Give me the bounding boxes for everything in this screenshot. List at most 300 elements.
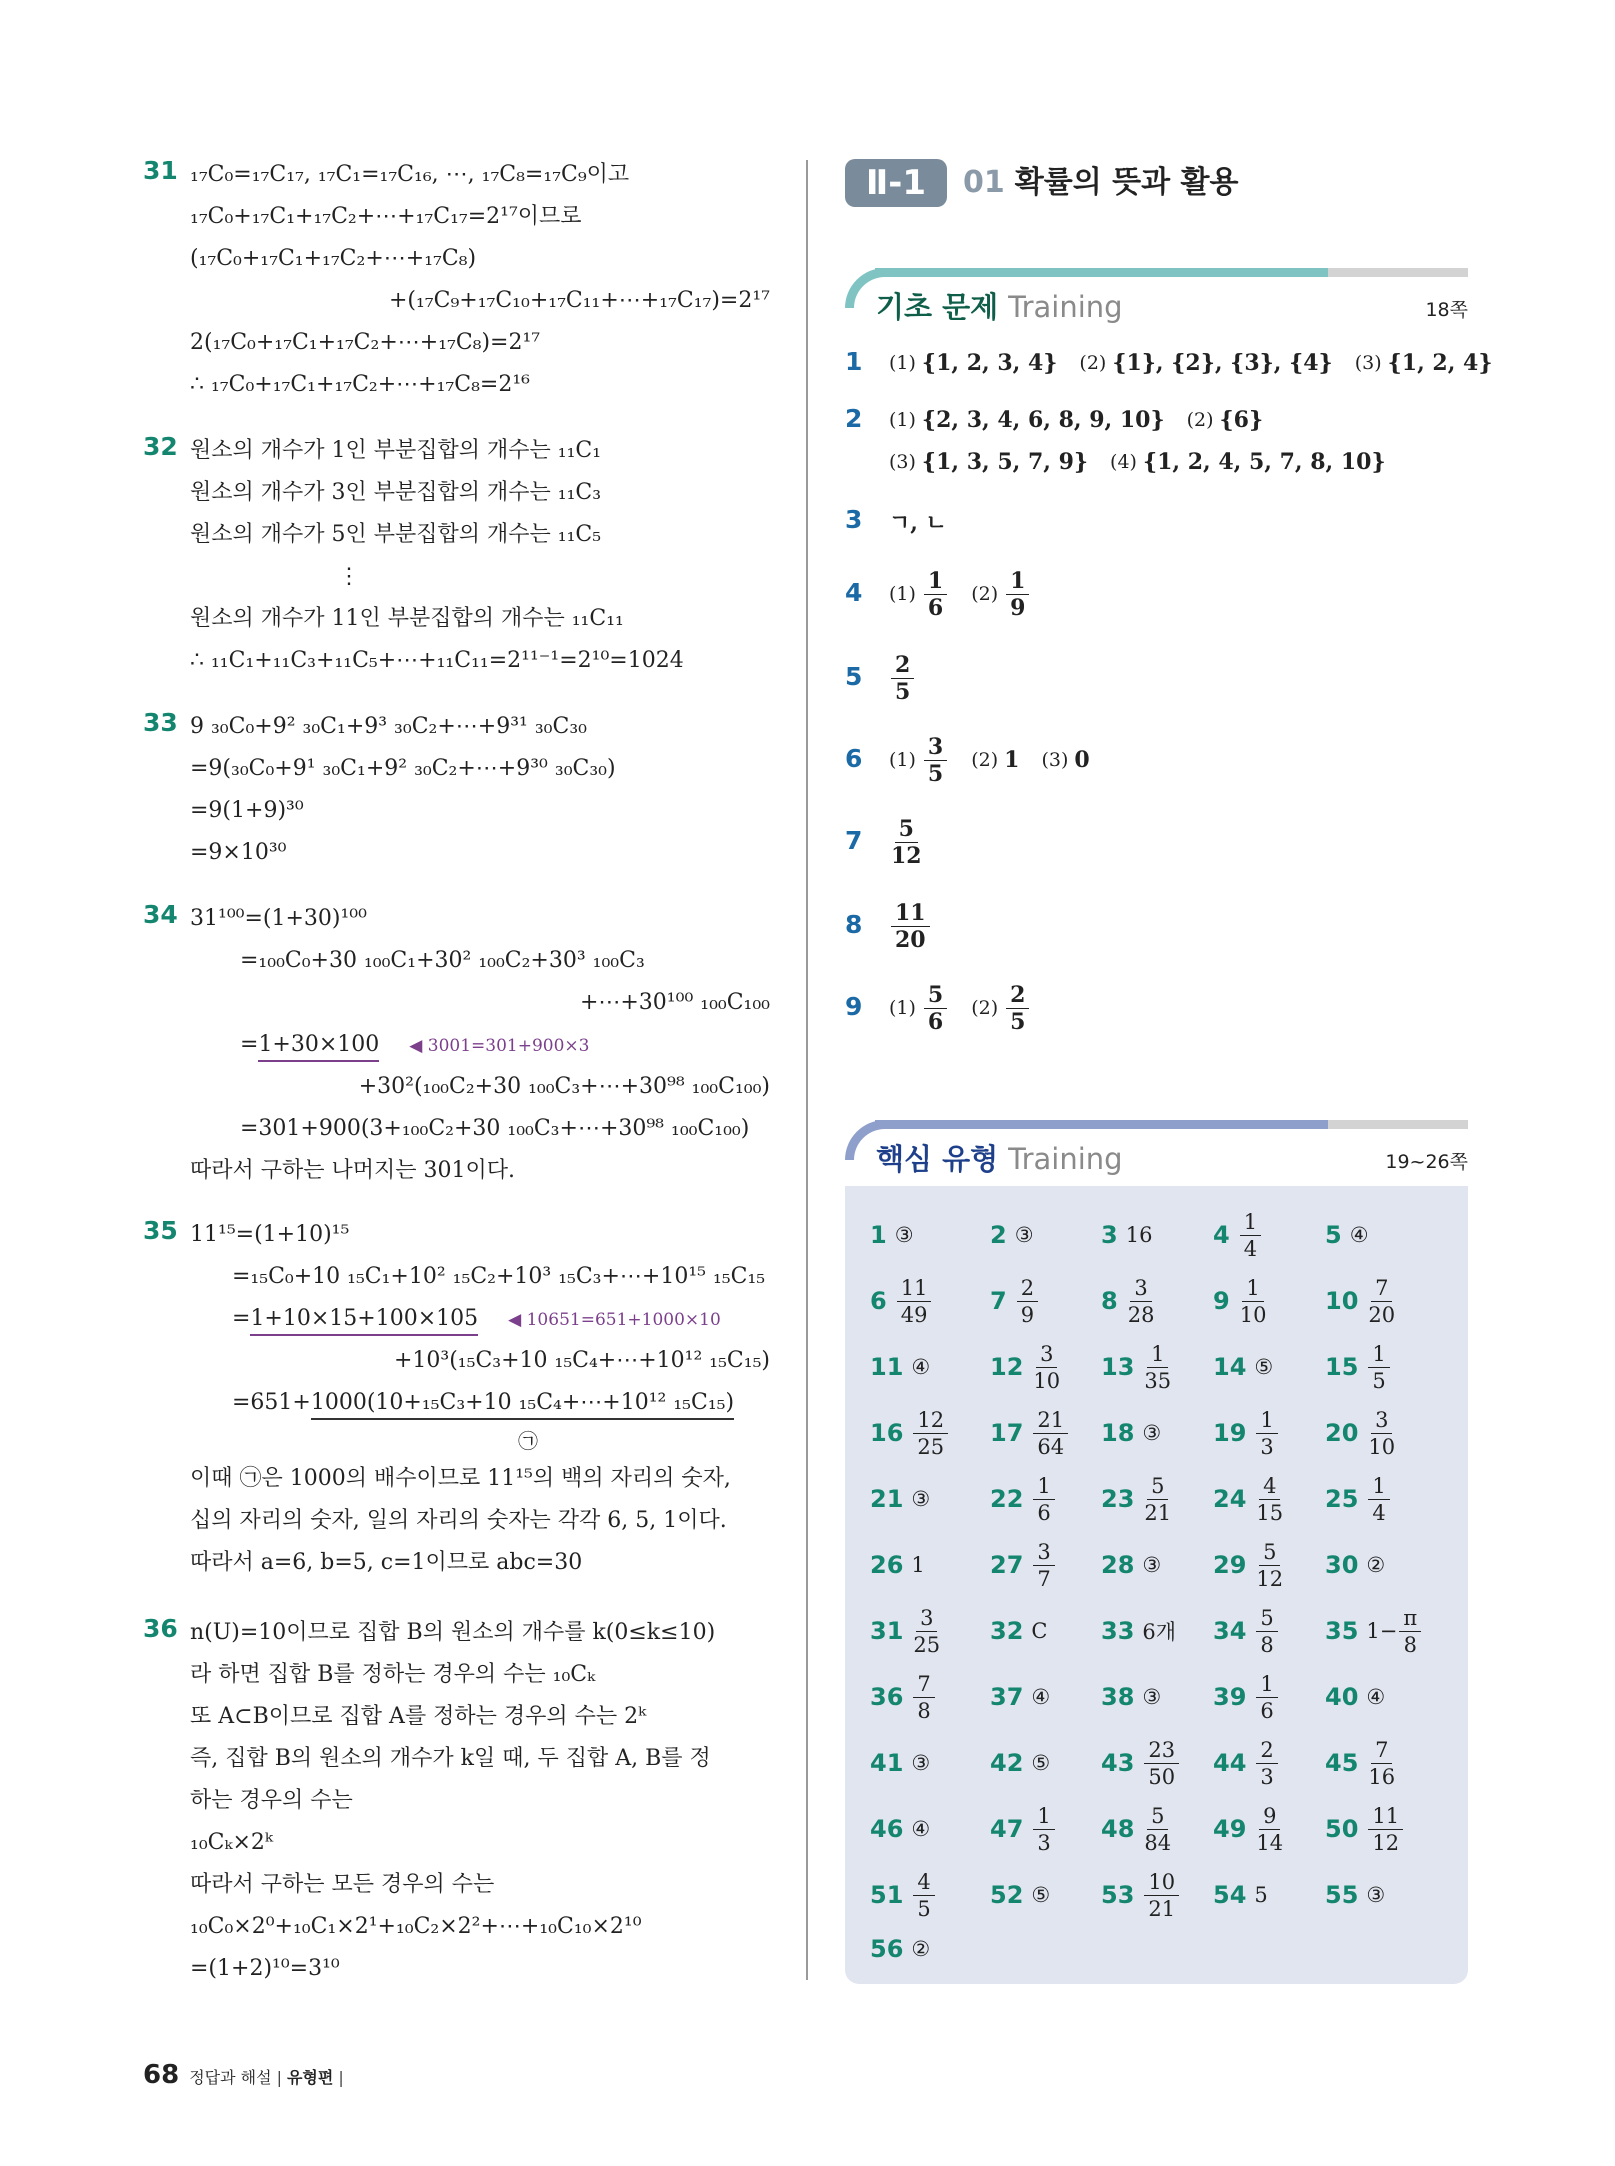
answer-number: 54 bbox=[1213, 1881, 1247, 1909]
denominator: 6 bbox=[1037, 1500, 1051, 1525]
answer-number: 7 bbox=[845, 826, 863, 855]
numerator: 11 bbox=[897, 1275, 932, 1302]
answer-text: ④ bbox=[1366, 1685, 1386, 1709]
answer-line bbox=[889, 981, 1053, 1035]
denominator: 5 bbox=[917, 1896, 931, 1921]
answer-number: 19 bbox=[1213, 1419, 1247, 1447]
answer-text: ④ bbox=[1031, 1685, 1051, 1709]
fraction bbox=[1256, 1539, 1283, 1592]
fraction bbox=[1240, 1209, 1261, 1262]
page-ref: 19~26쪽 bbox=[1385, 1151, 1468, 1173]
answer-text: ② bbox=[1366, 1553, 1386, 1577]
answer-item bbox=[1101, 1205, 1152, 1265]
answer-value bbox=[1031, 1803, 1056, 1856]
answer-item bbox=[1213, 1271, 1268, 1331]
fraction bbox=[1033, 1473, 1054, 1526]
answer-part bbox=[971, 747, 1019, 773]
answer-item bbox=[1213, 1799, 1285, 1859]
answer-number: 29 bbox=[1213, 1551, 1247, 1579]
denominator: 28 bbox=[1127, 1302, 1155, 1327]
numerator: 3 bbox=[924, 734, 947, 761]
separator: | bbox=[338, 2068, 344, 2087]
sub-question-label: (3) bbox=[889, 451, 916, 473]
solution-36 bbox=[190, 1612, 770, 1990]
answer-line bbox=[889, 343, 1514, 383]
fraction bbox=[1128, 1275, 1155, 1328]
answer-value bbox=[1142, 1803, 1173, 1856]
numerator: 11 bbox=[1368, 1803, 1403, 1830]
answer-text: ③ bbox=[1142, 1553, 1162, 1577]
answer-number: 25 bbox=[1325, 1485, 1359, 1513]
answer-number: 6 bbox=[870, 1287, 887, 1315]
answer-number: 56 bbox=[870, 1935, 904, 1963]
answer-number: 9 bbox=[1213, 1287, 1230, 1315]
denominator: 6 bbox=[927, 1008, 944, 1035]
answer-value bbox=[1238, 1209, 1263, 1262]
numerator: 7 bbox=[1371, 1275, 1392, 1302]
answer-number: 35 bbox=[1325, 1617, 1359, 1645]
answer-text: ③ bbox=[1142, 1421, 1162, 1445]
answer-text: ④ bbox=[911, 1817, 931, 1841]
denominator: 10 bbox=[1033, 1368, 1061, 1393]
answer-item bbox=[1101, 1667, 1161, 1727]
answer-line bbox=[889, 651, 938, 705]
solution-line: (₁₇C₀+₁₇C₁+₁₇C₂+⋯+₁₇C₈) bbox=[190, 246, 477, 271]
answer-number: 15 bbox=[1325, 1353, 1359, 1381]
answer-number: 30 bbox=[1325, 1551, 1359, 1579]
answer-number: 36 bbox=[870, 1683, 904, 1711]
solution-line: +⋯+30¹⁰⁰ ₁₀₀C₁₀₀ bbox=[579, 990, 770, 1015]
solution-line: =(1+2)¹⁰=3¹⁰ bbox=[190, 1956, 340, 1981]
numerator: 5 bbox=[1147, 1803, 1168, 1830]
fraction bbox=[1256, 1803, 1283, 1856]
unit-badge: Ⅱ-1 bbox=[845, 159, 947, 207]
answer-value bbox=[1142, 1869, 1181, 1922]
solution-32 bbox=[190, 430, 770, 682]
solution-34 bbox=[190, 898, 770, 1192]
answer-part bbox=[889, 449, 1088, 475]
answer-item bbox=[1325, 1667, 1385, 1727]
answer-number: 48 bbox=[1101, 1815, 1135, 1843]
answer-value bbox=[1366, 1553, 1385, 1577]
answer-number: 49 bbox=[1213, 1815, 1247, 1843]
answer-item bbox=[870, 1799, 930, 1859]
underlined-term: 1+30×100 bbox=[258, 1030, 379, 1062]
answer-value bbox=[911, 1487, 930, 1511]
sub-question-label: (1) bbox=[889, 409, 916, 431]
answer-value: {1, 3, 5, 7, 9} bbox=[921, 449, 1089, 475]
problem-number: 36 bbox=[143, 1614, 178, 1643]
denominator: 5 bbox=[1010, 1008, 1026, 1035]
numerator: 1 bbox=[1147, 1341, 1168, 1368]
core-answer-panel bbox=[845, 1186, 1468, 1984]
solution-line: =9×10³⁰ bbox=[190, 840, 287, 865]
answer-value bbox=[911, 1355, 930, 1379]
answer-value bbox=[1366, 1685, 1385, 1709]
underlined-term: 1+10×15+100×105 bbox=[250, 1304, 478, 1336]
answer-value bbox=[1366, 1473, 1391, 1526]
solution-line: =₁₅C₀+10 ₁₅C₁+10² ₁₅C₂+10³ ₁₅C₃+⋯+10¹⁵ ₁₅C₁₅ bbox=[232, 1264, 766, 1289]
answer-value bbox=[911, 1605, 942, 1658]
fraction bbox=[1256, 1671, 1277, 1724]
answer-number: 44 bbox=[1213, 1749, 1247, 1777]
answer-part bbox=[889, 982, 949, 1035]
answer-value bbox=[895, 1223, 914, 1247]
answer-value bbox=[1031, 1473, 1056, 1526]
answer-value bbox=[1015, 1223, 1034, 1247]
answer-value: {2, 3, 4, 6, 8, 9, 10} bbox=[921, 407, 1165, 433]
answer-value bbox=[911, 1751, 930, 1775]
answer-value bbox=[1031, 1407, 1070, 1460]
answer-value: {6} bbox=[1219, 407, 1264, 433]
answer-value bbox=[1254, 1803, 1285, 1856]
sub-question-label: (3) bbox=[1041, 749, 1069, 771]
answer-item bbox=[1325, 1205, 1369, 1265]
denominator: 4 bbox=[1243, 1236, 1258, 1261]
solution-line: 원소의 개수가 11인 부분집합의 개수는 ₁₁C₁₁ bbox=[190, 606, 624, 631]
column-divider bbox=[806, 160, 808, 1980]
section-title-en: Training bbox=[1008, 1142, 1123, 1176]
answer-item bbox=[1213, 1733, 1280, 1793]
answer-number: 42 bbox=[990, 1749, 1024, 1777]
fraction bbox=[924, 568, 947, 621]
solution-line: 2(₁₇C₀+₁₇C₁+₁₇C₂+⋯+₁₇C₈)=2¹⁷ bbox=[190, 330, 541, 355]
answer-value bbox=[1366, 1605, 1423, 1658]
answer-number: 40 bbox=[1325, 1683, 1359, 1711]
fraction bbox=[1256, 1473, 1283, 1526]
answer-item bbox=[990, 1337, 1062, 1397]
answer-value bbox=[1350, 1223, 1369, 1247]
answer-item bbox=[990, 1799, 1057, 1859]
answer-value bbox=[911, 1671, 936, 1724]
answer-item bbox=[1325, 1469, 1392, 1529]
fraction bbox=[1240, 1275, 1267, 1328]
solution-line: 라 하면 집합 B를 정하는 경우의 수는 ₁₀Cₖ bbox=[190, 1662, 596, 1687]
fraction bbox=[1006, 568, 1029, 621]
solution-line: 따라서 구하는 나머지는 301이다. bbox=[190, 1158, 515, 1183]
page-footer bbox=[143, 2060, 349, 2090]
answer-text: 6개 bbox=[1142, 1620, 1177, 1644]
denominator: 50 bbox=[1148, 1764, 1176, 1789]
answer-number: 37 bbox=[990, 1683, 1024, 1711]
fraction bbox=[1144, 1737, 1179, 1790]
answer-value bbox=[1254, 1605, 1279, 1658]
numerator: 1 bbox=[1242, 1275, 1263, 1302]
solution-line: ₁₀C₀×2⁰+₁₀C₁×2¹+₁₀C₂×2²+⋯+₁₀C₁₀×2¹⁰ bbox=[190, 1914, 642, 1939]
sub-question-label: (1) bbox=[889, 583, 916, 605]
answer-value bbox=[1142, 1553, 1161, 1577]
answer-item bbox=[870, 1865, 937, 1925]
answer-number: 34 bbox=[1213, 1617, 1247, 1645]
answer-item bbox=[1325, 1271, 1397, 1331]
fraction bbox=[913, 1671, 934, 1724]
numerator: 21 bbox=[1033, 1407, 1068, 1434]
answer-value bbox=[1031, 1751, 1050, 1775]
answer-number: 43 bbox=[1101, 1749, 1135, 1777]
section-title-ko: 기초 문제 bbox=[876, 290, 999, 324]
fraction bbox=[1368, 1473, 1389, 1526]
answer-value: 1 bbox=[1004, 747, 1020, 773]
answer-item bbox=[870, 1271, 933, 1331]
numerator: 1 bbox=[1256, 1671, 1277, 1698]
answer-value bbox=[1031, 1341, 1062, 1394]
denominator: 21 bbox=[1144, 1500, 1172, 1525]
answer-number: 24 bbox=[1213, 1485, 1247, 1513]
solution-line: ₁₇C₀+₁₇C₁+₁₇C₂+⋯+₁₇C₁₇=2¹⁷이므로 bbox=[190, 204, 582, 229]
denominator: 20 bbox=[895, 926, 926, 953]
numerator: 5 bbox=[1259, 1539, 1280, 1566]
answer-value bbox=[1142, 1685, 1161, 1709]
fraction bbox=[891, 900, 930, 953]
answer-number: 3 bbox=[845, 505, 863, 534]
solution-line: n(U)=10이므로 집합 B의 원소의 개수를 k(0≤k≤10) bbox=[190, 1620, 716, 1645]
numerator: 7 bbox=[1371, 1737, 1392, 1764]
denominator: 12 bbox=[891, 842, 922, 869]
answer-line bbox=[889, 442, 1408, 482]
answer-item bbox=[870, 1403, 950, 1463]
vertical-ellipsis: ⋮ bbox=[338, 564, 360, 589]
answer-item bbox=[1101, 1865, 1181, 1925]
answer-number: 1 bbox=[845, 347, 863, 376]
fraction bbox=[1368, 1803, 1403, 1856]
answer-value bbox=[1254, 1473, 1285, 1526]
answer-number: 28 bbox=[1101, 1551, 1135, 1579]
answer-item bbox=[870, 1205, 914, 1265]
numerator: 2 bbox=[1256, 1737, 1277, 1764]
denominator: 10 bbox=[1239, 1302, 1267, 1327]
answer-number: 5 bbox=[845, 662, 863, 691]
fraction bbox=[1256, 1605, 1277, 1658]
solution-line: +10³(₁₅C₃+10 ₁₅C₄+⋯+10¹² ₁₅C₁₅) bbox=[393, 1348, 770, 1373]
fraction bbox=[924, 734, 947, 787]
answer-number: 16 bbox=[870, 1419, 904, 1447]
numerator: 5 bbox=[895, 816, 918, 843]
answer-number: 51 bbox=[870, 1881, 904, 1909]
numerator: 1 bbox=[1368, 1341, 1389, 1368]
fraction bbox=[1006, 982, 1029, 1035]
sub-question-label: (1) bbox=[889, 997, 916, 1019]
numerator: 2 bbox=[1017, 1275, 1038, 1302]
answer-value bbox=[1366, 1407, 1397, 1460]
answer-number: 4 bbox=[845, 578, 863, 607]
answer-value bbox=[1254, 1355, 1273, 1379]
denominator: 12 bbox=[1372, 1830, 1400, 1855]
solution-line: 따라서 구하는 모든 경우의 수는 bbox=[190, 1872, 495, 1897]
denominator: 49 bbox=[900, 1302, 928, 1327]
numerator: 3 bbox=[1036, 1341, 1057, 1368]
numerator: 1 bbox=[1240, 1209, 1261, 1236]
sub-question-label: (4) bbox=[1110, 451, 1137, 473]
numerator: 10 bbox=[1144, 1869, 1179, 1896]
numerator: 4 bbox=[1259, 1473, 1280, 1500]
fraction bbox=[1033, 1407, 1068, 1460]
solution-line bbox=[190, 1024, 770, 1066]
answer-line bbox=[889, 567, 1053, 621]
answer-item bbox=[990, 1733, 1050, 1793]
solution-line: =₁₀₀C₀+30 ₁₀₀C₁+30² ₁₀₀C₂+30³ ₁₀₀C₃ bbox=[240, 948, 645, 973]
answer-item bbox=[1101, 1601, 1176, 1661]
denominator: 35 bbox=[1144, 1368, 1172, 1393]
denominator: 14 bbox=[1256, 1830, 1284, 1855]
answer-number: 1 bbox=[870, 1221, 887, 1249]
answer-item bbox=[870, 1535, 925, 1595]
answer-item bbox=[1325, 1337, 1392, 1397]
solution-line: 따라서 a=6, b=5, c=1이므로 abc=30 bbox=[190, 1550, 583, 1575]
solution-33 bbox=[190, 706, 770, 874]
answer-item bbox=[1213, 1865, 1268, 1925]
answer-text: ③ bbox=[911, 1751, 931, 1775]
answer-value bbox=[1238, 1275, 1269, 1328]
answer-number: 26 bbox=[870, 1551, 904, 1579]
answer-number: 39 bbox=[1213, 1683, 1247, 1711]
solution-line: 원소의 개수가 3인 부분집합의 개수는 ₁₁C₃ bbox=[190, 480, 602, 505]
fraction bbox=[1144, 1473, 1171, 1526]
solution-31 bbox=[190, 154, 770, 406]
answer-item bbox=[870, 1469, 930, 1529]
answer-text: ④ bbox=[1349, 1223, 1369, 1247]
fraction bbox=[1144, 1803, 1171, 1856]
solution-line: 또 A⊂B이므로 집합 A를 정하는 경우의 수는 2ᵏ bbox=[190, 1704, 647, 1729]
answer-item bbox=[990, 1403, 1070, 1463]
problem-number: 31 bbox=[143, 156, 178, 185]
answer-item bbox=[990, 1205, 1034, 1265]
denominator: 9 bbox=[1010, 594, 1026, 621]
denominator: 7 bbox=[1037, 1566, 1051, 1591]
numerator: 2 bbox=[891, 652, 914, 679]
fraction bbox=[1368, 1341, 1389, 1394]
sub-question-label: (2) bbox=[971, 997, 999, 1019]
answer-value bbox=[1031, 1883, 1050, 1907]
answer-value bbox=[1366, 1803, 1405, 1856]
answer-item bbox=[990, 1535, 1057, 1595]
answer-number: 41 bbox=[870, 1749, 904, 1777]
numerator: 1 bbox=[1256, 1407, 1277, 1434]
solution-line: 하는 경우의 수는 bbox=[190, 1788, 353, 1813]
fraction bbox=[1399, 1605, 1421, 1658]
denominator: 16 bbox=[1368, 1764, 1396, 1789]
answer-text: ③ bbox=[1014, 1223, 1034, 1247]
answer-part bbox=[889, 568, 949, 621]
answer-value bbox=[1142, 1341, 1173, 1394]
answer-value: ㄱ, ㄴ bbox=[889, 509, 947, 536]
fraction bbox=[1368, 1737, 1395, 1790]
numerator: 3 bbox=[1033, 1539, 1054, 1566]
fraction bbox=[1256, 1737, 1277, 1790]
denominator: 5 bbox=[1372, 1368, 1386, 1393]
section-title-core bbox=[876, 1139, 1123, 1179]
solution-line bbox=[190, 1298, 770, 1340]
solution-line: =9(1+9)³⁰ bbox=[190, 798, 304, 823]
equation-prefix: = bbox=[240, 1032, 259, 1057]
answer-value bbox=[1126, 1223, 1153, 1247]
answer-item bbox=[990, 1271, 1040, 1331]
fraction bbox=[891, 652, 914, 705]
solution-35 bbox=[190, 1214, 770, 1584]
answer-number: 27 bbox=[990, 1551, 1024, 1579]
answer-number: 9 bbox=[845, 992, 863, 1021]
answer-item bbox=[1101, 1733, 1181, 1793]
answer-number: 8 bbox=[1101, 1287, 1118, 1315]
side-note: ◀ 3001=301+900×3 bbox=[409, 1036, 590, 1056]
answer-value bbox=[1366, 1737, 1397, 1790]
answer-number: 53 bbox=[1101, 1881, 1135, 1909]
section-title-en: Training bbox=[1008, 290, 1123, 324]
sub-question-label: (2) bbox=[971, 583, 999, 605]
numerator: 5 bbox=[924, 982, 947, 1009]
answer-value bbox=[911, 1937, 930, 1961]
denominator: 6 bbox=[1260, 1698, 1274, 1723]
solution-line: ₁₀Cₖ×2ᵏ bbox=[190, 1830, 273, 1855]
answer-part bbox=[889, 506, 947, 537]
answer-item bbox=[1325, 1799, 1405, 1859]
answer-item bbox=[1101, 1271, 1156, 1331]
answer-number: 5 bbox=[1325, 1221, 1342, 1249]
solution-line: +30²(₁₀₀C₂+30 ₁₀₀C₃+⋯+30⁹⁸ ₁₀₀C₁₀₀) bbox=[358, 1074, 770, 1099]
numerator: π bbox=[1399, 1605, 1421, 1632]
answer-item bbox=[870, 1337, 930, 1397]
sub-question-label: (1) bbox=[889, 352, 916, 374]
section-title-ko: 핵심 유형 bbox=[876, 1142, 999, 1176]
fraction bbox=[1033, 1803, 1054, 1856]
answer-item bbox=[1325, 1535, 1385, 1595]
answer-number: 8 bbox=[845, 910, 863, 939]
numerator: 12 bbox=[913, 1407, 948, 1434]
answer-value bbox=[911, 1407, 950, 1460]
chapter-title: 확률의 뜻과 활용 bbox=[1014, 165, 1239, 200]
solution-line: 이때 ㉠은 1000의 배수이므로 11¹⁵의 백의 자리의 숫자, bbox=[190, 1466, 731, 1491]
answer-number: 50 bbox=[1325, 1815, 1359, 1843]
answer-item bbox=[1101, 1535, 1161, 1595]
problem-number: 32 bbox=[143, 432, 178, 461]
answer-text: C bbox=[1031, 1619, 1048, 1643]
answer-item bbox=[990, 1667, 1050, 1727]
answer-value bbox=[1031, 1539, 1056, 1592]
numerator: 4 bbox=[913, 1869, 934, 1896]
problem-number: 34 bbox=[143, 900, 178, 929]
answer-number: 18 bbox=[1101, 1419, 1135, 1447]
answer-item bbox=[1325, 1865, 1385, 1925]
solution-line: 즉, 집합 B의 원소의 개수가 k일 때, 두 집합 A, B를 정 bbox=[190, 1746, 711, 1771]
answer-part bbox=[1355, 350, 1493, 376]
answer-value: {1, 2, 4} bbox=[1387, 350, 1493, 376]
answer-line bbox=[889, 815, 946, 869]
solution-line: =9(₃₀C₀+9¹ ₃₀C₁+9² ₃₀C₂+⋯+9³⁰ ₃₀C₃₀) bbox=[190, 756, 616, 781]
numerator: 3 bbox=[1371, 1407, 1392, 1434]
sub-question-label: (2) bbox=[1079, 352, 1107, 374]
denominator: 64 bbox=[1037, 1434, 1065, 1459]
answer-line bbox=[889, 899, 954, 953]
answer-line bbox=[889, 733, 1112, 787]
fraction bbox=[1144, 1869, 1179, 1922]
answer-value bbox=[1142, 1421, 1161, 1445]
side-note: ◀ 10651=651+1000×10 bbox=[508, 1310, 721, 1330]
answer-number: 55 bbox=[1325, 1881, 1359, 1909]
answer-item bbox=[870, 1733, 930, 1793]
answer-text: ③ bbox=[1142, 1685, 1162, 1709]
answer-value bbox=[1142, 1473, 1173, 1526]
answer-item bbox=[1213, 1403, 1280, 1463]
answer-item bbox=[1325, 1601, 1423, 1661]
answer-number: 7 bbox=[990, 1287, 1007, 1315]
answer-number: 20 bbox=[1325, 1419, 1359, 1447]
answer-number: 22 bbox=[990, 1485, 1024, 1513]
answer-item bbox=[1325, 1733, 1397, 1793]
answer-text: ② bbox=[911, 1937, 931, 1961]
answer-number: 17 bbox=[990, 1419, 1024, 1447]
fraction bbox=[891, 816, 922, 869]
answer-number: 45 bbox=[1325, 1749, 1359, 1777]
answer-value bbox=[1254, 1883, 1267, 1907]
